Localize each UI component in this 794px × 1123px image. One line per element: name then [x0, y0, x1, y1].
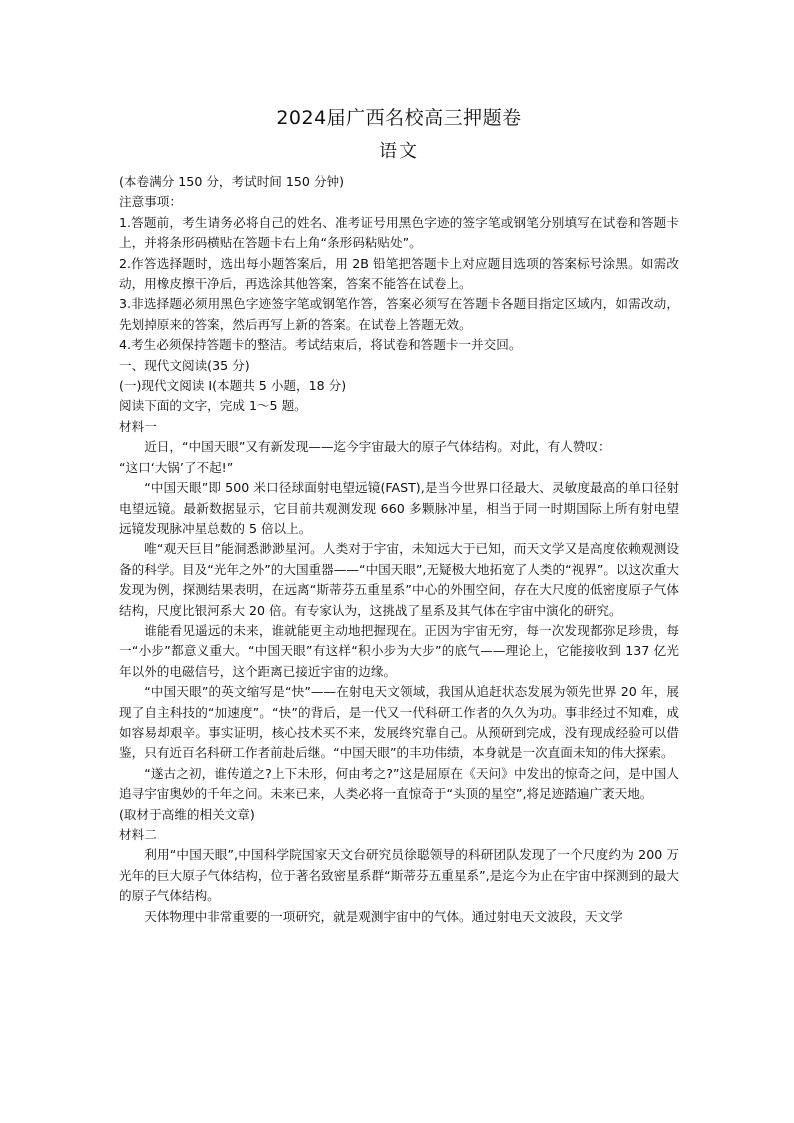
notice-item: 3.非选择题必须用黑色字迹签字笔或钢笔作答，答案必须写在答题卡各题目指定区域内，如需改动，先划掉原来的答案，然后再写上新的答案。在试卷上答题无效。 — [119, 296, 679, 332]
material-1-paragraph: “中国天眼”的英文缩写是“快”——在射电天文领域，我国从追赶状态发展为领先世界 20 年，展现了自主科技的“加速度”。“快”的背后，是一代又一代科研工作者的久久为功。事非经过不知难，成如容易却艰辛。事实证明，核心技术买不来，发展终究靠自己。从预研到完成，没有现成经验可以借鉴，只有近百名科研工作者前赴后继。“中国天眼”的丰功伟绩，本身就是一次直面未知的伟大探索。 — [119, 684, 679, 761]
notice-heading: 注意事项： — [119, 194, 182, 210]
notice-item: 2.作答选择题时，选出每小题答案后，用 2B 铅笔把答题卡上对应题目选项的答案标号涂黑。如需改动，用橡皮擦干净后，再选涂其他答案，答案不能答在试卷上。 — [119, 255, 679, 292]
material-2-paragraph: 利用“中国天眼”,中国科学院国家天文台研究员徐聪领导的科研团队发现了一个尺度约为 200 万光年的巨大原子气体结构，位于著名致密星系群“斯蒂芬五重星系”,是迄今为止在宇宙中探测到的最大的原子气体结构。 — [119, 847, 679, 904]
material-1-source: (取材于高维的相关文章) — [119, 806, 255, 822]
material-1-paragraph: “遂古之初，谁传道之?上下未形，何由考之?”这是屈原在《天问》中发出的惊奇之问，是中国人追寻宇宙奥妙的千年之问。未来已来，人类必将一直惊奇于“头顶的星空”,将足迹踏遍广袤天地。 — [119, 765, 679, 802]
section-heading: 一、现代文阅读(35 分) — [119, 357, 250, 373]
exam-page — [119, 100, 679, 927]
sub-section-heading: (一)现代文阅读 I(本题共 5 小题，18 分) — [119, 378, 347, 394]
material-1-paragraph: 唯“观天巨目”能洞悉渺渺星河。人类对于宇宙，未知远大于已知，而天文学又是高度依赖观测设备的科学。目及“光年之外”的大国重器——“中国天眼”,无疑极大地拓宽了人类的“视界”。以这次重大发现为例，探测结果表明，在远离“斯蒂芬五重星系”中心的外围空间，存在大尺度的低密度原子气体结构，尺度比银河系大 20 倍。有专家认为，这挑战了星系及其气体在宇宙中演化的研究。 — [119, 541, 679, 618]
score-time-note: (本卷满分 150 分，考试时间 150 分钟) — [119, 174, 345, 189]
material-1-quote: “这口‘大锅’了不起!” — [119, 459, 234, 475]
material-1-paragraph: “中国天眼”即 500 米口径球面射电望远镜(FAST),是当今世界口径最大、灵敏度最高的单口径射电望远镜。最新数据显示，它目前共观测发现 660 多颗脉冲星，相当于同一时期国际上所有射电望远镜发现脉冲星总数的 5 倍以上。 — [119, 480, 679, 536]
exam-title: 2024届广西名校高三押题卷 — [276, 107, 522, 129]
subject-title: 语文 — [379, 141, 419, 162]
material-1-label: 材料一 — [119, 418, 157, 434]
reading-instruction: 阅读下面的文字，完成 1～5 题。 — [119, 398, 307, 414]
material-1-paragraph: 近日，“中国天眼”又有新发现——迄今宇宙最大的原子气体结构。对此，有人赞叹： — [144, 439, 611, 455]
notice-item: 1.答题前，考生请务必将自己的姓名、准考证号用黑色字迹的签字笔或钢笔分别填写在试卷和答题卡上，并将条形码横贴在答题卡右上角“条形码粘贴处”。 — [119, 214, 679, 251]
material-2-label: 材料二 — [119, 827, 157, 842]
notice-item: 4.考生必须保持答题卡的整洁。考试结束后，将试卷和答题卡一并交回。 — [119, 337, 522, 353]
material-2-paragraph: 天体物理中非常重要的一项研究，就是观测宇宙中的气体。通过射电天文波段，天文学 — [144, 908, 623, 924]
material-1-paragraph: 谁能看见遥远的未来，谁就能更主动地把握现在。正因为宇宙无穷，每一次发现都弥足珍贵，每一“小步”都意义重大。“中国天眼”有这样“积小步为大步”的底气——理论上，它能接收到 137 亿光年以外的电磁信号，这个距离已接近宇宙的边缘。 — [119, 622, 679, 679]
